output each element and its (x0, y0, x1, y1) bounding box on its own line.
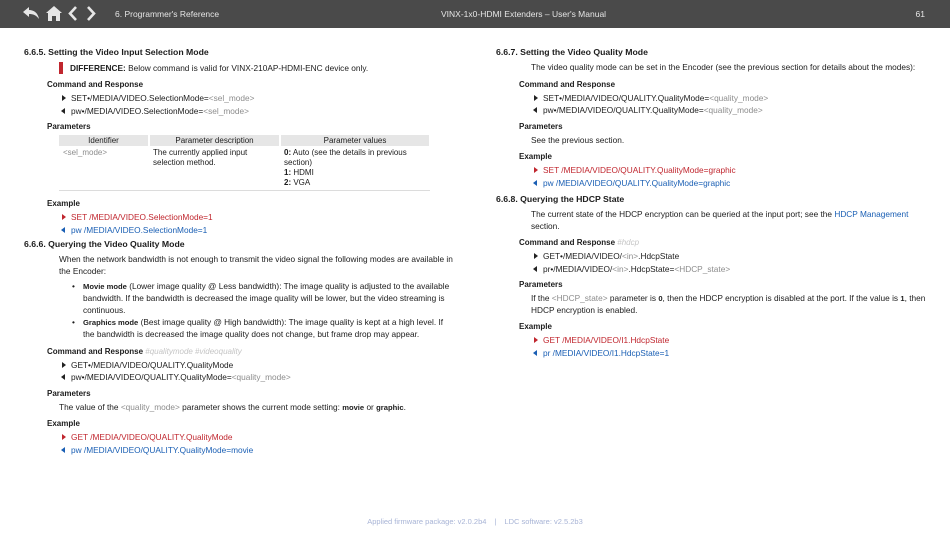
parameters-text: If the <HDCP_state> parameter is 0, then the HDCP encryption is disabled at the port. If the value is 1, then HDCP encryption is enabled. (531, 293, 926, 315)
ldc-version: LDC software: v2.5.2b3 (504, 517, 583, 526)
parameters-text: The value of the <quality_mode> parameter shows the current mode setting: movie or graphic. (59, 401, 406, 412)
command-response: pr•/MEDIA/VIDEO/<in>.HdcpState=<HDCP_state> (543, 264, 928, 275)
difference-label: DIFFERENCE: (70, 62, 126, 73)
section-intro: The video quality mode can be set in the Encoder (see the previous section for details about the modes): (531, 62, 916, 72)
command-response: pw•/MEDIA/VIDEO/QUALITY.QualityMode=<quality_mode> (543, 105, 928, 116)
table-header: Parameter description (149, 135, 280, 146)
example-heading: Example (519, 322, 552, 331)
footer-separator: | (494, 517, 497, 526)
command-set: SET•/MEDIA/VIDEO.SelectionMode=<sel_mode> (71, 93, 456, 104)
table-cell: 0: Auto (see the details in previous section) 1: HDMI 2: VGA (280, 146, 430, 191)
example-heading: Example (47, 199, 80, 208)
section-intro: When the network bandwidth is not enough to transmit the video signal the following modes are available in the Encoder: (59, 254, 453, 276)
table-cell: <sel_mode> (59, 146, 149, 191)
document-title: VINX-1x0-HDMI Extenders – User's Manual (441, 9, 607, 19)
parameters-heading: Parameters (47, 122, 91, 131)
header-bar (0, 0, 950, 28)
example-get: GET /MEDIA/VIDEO/QUALITY.QualityMode (71, 432, 456, 443)
previous-page-icon[interactable] (67, 5, 80, 22)
parameters-heading: Parameters (47, 388, 91, 398)
table-header: Identifier (59, 135, 149, 146)
list-item: • Movie mode (Lower image quality @ Less bandwidth): The image quality is adjusted to the available bandwidth. If the bandwidth is decreased the image quality will be lower, but the video streaming is continuous. (83, 281, 456, 316)
command-response: pw•/MEDIA/VIDEO.SelectionMode=<sel_mode> (71, 106, 456, 117)
left-column (24, 47, 456, 457)
section-title-6-6-6: 6.6.6. Querying the Video Quality Mode (24, 239, 185, 249)
table-cell: The currently applied input selection method. (149, 146, 280, 191)
example-heading: Example (47, 419, 80, 429)
example-heading: Example (519, 152, 552, 161)
hashtag-label: #qualitymode #videoquality (145, 346, 242, 356)
list-item: • Graphics mode (Best image quality @ High bandwidth): The image quality is kept at a high level. If the bandwidth is decreased the image quality does not change, but frame drop may appear. (83, 317, 456, 341)
example-set: SET /MEDIA/VIDEO.SelectionMode=1 (71, 212, 456, 223)
nav-icons (22, 5, 97, 22)
example-response: pw /MEDIA/VIDEO/QUALITY.QualityMode=movie (71, 445, 456, 456)
command-heading: Command and Response (519, 79, 616, 89)
back-icon[interactable] (22, 5, 41, 22)
difference-text: Below command is valid for VINX-210AP-HDMI-ENC device only. (125, 62, 369, 73)
section-title-6-6-7: 6.6.7. Setting the Video Quality Mode (496, 47, 648, 57)
command-heading: Command and Response (47, 80, 144, 89)
command-response: pw•/MEDIA/VIDEO/QUALITY.QualityMode=<quality_mode> (71, 372, 456, 383)
command-heading: Command and Response #hdcp (519, 238, 640, 247)
section-intro: The current state of the HDCP encryption can be queried at the input port; see the HDCP Management section. (531, 209, 909, 231)
example-response: pw /MEDIA/VIDEO/QUALITY.QualityMode=graphic (543, 178, 928, 189)
example-response: pw /MEDIA/VIDEO.SelectionMode=1 (71, 225, 456, 236)
example-get: GET /MEDIA/VIDEO/I1.HdcpState (543, 335, 928, 346)
parameters-heading: Parameters (519, 121, 563, 131)
example-set: SET /MEDIA/VIDEO/QUALITY.QualityMode=graphic (543, 165, 928, 176)
mode-list (83, 281, 456, 341)
section-title-6-6-8: 6.6.8. Querying the HDCP State (496, 194, 625, 204)
right-column (496, 47, 928, 360)
command-get: GET•/MEDIA/VIDEO/<in>.HdcpState (543, 251, 928, 262)
command-get: GET•/MEDIA/VIDEO/QUALITY.QualityMode (71, 360, 456, 371)
chapter-title: 6. Programmer's Reference (115, 9, 220, 19)
page-footer (0, 517, 950, 526)
parameters-heading: Parameters (519, 280, 563, 289)
page-number: 61 (915, 9, 925, 19)
hdcp-management-link[interactable]: HDCP Management (834, 209, 909, 219)
command-heading: Command and Response #qualitymode #videoquality (47, 346, 242, 356)
home-icon[interactable] (45, 5, 63, 22)
difference-marker (59, 62, 63, 74)
section-title-6-6-5: 6.6.5. Setting the Video Input Selection Mode (24, 47, 209, 57)
difference-note (59, 62, 456, 74)
parameters-table (59, 135, 431, 191)
firmware-version: Applied firmware package: v2.0.2b4 (367, 517, 487, 526)
next-page-icon[interactable] (84, 5, 97, 22)
command-set: SET•/MEDIA/VIDEO/QUALITY.QualityMode=<quality_mode> (543, 93, 928, 104)
hashtag-label: #hdcp (617, 238, 640, 247)
parameters-text: See the previous section. (531, 134, 625, 145)
table-header: Parameter values (280, 135, 430, 146)
example-response: pr /MEDIA/VIDEO/I1.HdcpState=1 (543, 348, 928, 359)
table-row (59, 146, 430, 191)
